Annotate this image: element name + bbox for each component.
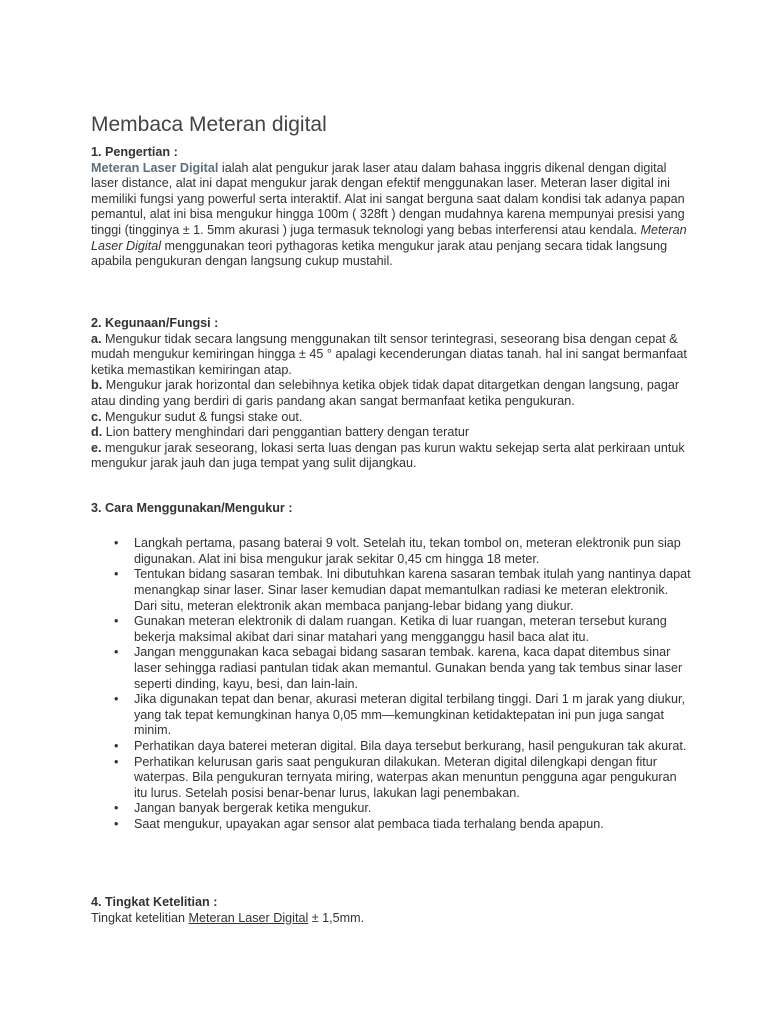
bullet-icon: •: [114, 614, 119, 629]
item-letter: a.: [91, 331, 102, 346]
item-text: Jangan banyak bergerak ketika mengukur.: [134, 801, 372, 816]
item-letter: e.: [91, 440, 102, 455]
item-text: mengukur jarak seseorang, lokasi serta luas dengan pas kurun waktu sekejap serta alat perkiraan untuk mengukur jarak jauh dan juga tempat yang sulit dijangkau.: [91, 440, 685, 471]
paragraph-text: ± 1,5mm.: [308, 910, 365, 925]
list-item: [91, 425, 691, 441]
bullet-icon: •: [114, 816, 119, 831]
list-item: [91, 692, 691, 739]
bullet-icon: •: [114, 738, 119, 753]
list-item: [91, 645, 691, 692]
list-item: [91, 755, 691, 802]
item-text: Langkah pertama, pasang baterai 9 volt. Setelah itu, tekan tombol on, meteran elektronik pun siap digunakan. Alat ini bisa mengukur jarak sekitar 0,45 cm hingga 18 meter.: [134, 536, 681, 566]
section-kegunaan: [91, 316, 691, 472]
item-text: Mengukur jarak horizontal dan selebihnya ketika objek tidak dapat ditargetkan dengan langsung, pagar atau dinding yang berdiri di garis pandang akan sangat bermanfaat ketika pengukuran.: [91, 378, 680, 408]
term-italic: Meteran Laser Digital: [91, 222, 687, 253]
paragraph-text: Tingkat ketelitian: [91, 910, 189, 925]
bullet-icon: •: [114, 692, 119, 707]
list-item: [91, 739, 691, 755]
item-text: Jika digunakan tepat dan benar, akurasi meteran digital terbilang tinggi. Dari 1 m jarak yang diukur, yang tak tepat kemungkinan hanya 0,05 mm—kemungkinan ketidaktepatan ini pun juga sangat minim.: [134, 692, 685, 738]
item-text: Mengukur sudut & fungsi stake out.: [101, 409, 303, 424]
term-link[interactable]: Meteran Laser Digital: [188, 910, 309, 925]
item-text: Mengukur tidak secara langsung menggunakan tilt sensor terintegrasi, seseorang bisa dengan cepat & mudah mengukur kemiringan hingga ± 45 ° apalagi kecenderungan diatas tanah. hal ini sangat bermanfaat ketika memastikan kemiringan atap.: [91, 331, 687, 377]
section-heading: 2. Kegunaan/Fungsi :: [91, 316, 219, 330]
document-title: Membaca Meteran digital: [91, 113, 327, 136]
list-item: [91, 441, 691, 472]
item-letter: b.: [91, 378, 103, 393]
list-item: [91, 410, 691, 426]
item-text: Perhatikan kelurusan garis saat pengukuran dilakukan. Meteran digital dilengkapi dengan fitur waterpas. Bila pengukuran ternyata miring, waterpas akan menuntun pengguna agar pengukuran itu lurus. Setelah posisi benar-benar lurus, lakukan lagi penembakan.: [134, 754, 677, 800]
list-item: [91, 817, 691, 833]
list-item: [91, 378, 691, 409]
list-item: [91, 567, 691, 614]
bullet-icon: •: [114, 645, 119, 660]
section-paragraph: [91, 911, 691, 927]
paragraph-text: menggunakan teori pythagoras ketika mengukur jarak atau penjang secara tidak langsung apabila pengukuran dengan langsung cukup mustahil.: [91, 238, 668, 269]
item-text: Tentukan bidang sasaran tembak. Ini dibutuhkan karena sasaran tembak itulah yang nantinya dapat menangkap sinar laser. Sinar laser kemudian dapat memantulkan radiasi ke meteran elektronik. Dari situ, meteran elektronik akan membaca panjang-lebar bidang yang diukur.: [134, 567, 691, 613]
list-item: [91, 332, 691, 379]
paragraph-text: ialah alat pengukur jarak laser atau dalam bahasa inggris dikenal dengan digital laser distance, alat ini dapat mengukur jarak dengan efektif menggunakan laser. Meteran laser digital ini memiliki fungsi yang powerful serta interaktif. Alat ini sangat berguna saat dalam kondisi tak adanya papan pemantul, alat ini bisa mengukur hingga 100m ( 328ft ) dengan mudahnya karena mempunyai presisi yang tinggi (tingginya ± 1. 5mm akurasi ) juga termasuk teknologi yang bebas interferensi atau kendala.: [91, 160, 685, 237]
bullet-icon: •: [114, 536, 119, 551]
list-item: [91, 614, 691, 645]
bullet-list: [91, 536, 691, 832]
item-text: Jangan menggunakan kaca sebagai bidang sasaran tembak. karena, kaca dapat ditembus sinar laser sehingga radiasi pantulan tidak akan memantul. Gunakan benda yang tak tembus sinar laser seperti dinding, kayu, besi, dan lain-lain.: [134, 645, 683, 691]
item-text: Lion battery menghindari dari penggantian battery dengan teratur: [102, 425, 470, 440]
item-letter: c.: [91, 409, 102, 424]
spacer: [91, 517, 691, 533]
item-text: Saat mengukur, upayakan agar sensor alat pembaca tiada terhalang benda apapun.: [134, 816, 604, 831]
term-highlight: Meteran Laser Digital: [91, 160, 219, 175]
section-paragraph: [91, 161, 691, 270]
bullet-icon: •: [114, 754, 119, 769]
section-heading: 1. Pengertian :: [91, 145, 178, 159]
item-letter: d.: [91, 425, 103, 440]
section-heading: 3. Cara Menggunakan/Mengukur :: [91, 501, 293, 515]
bullet-icon: •: [114, 801, 119, 816]
section-cara-menggunakan: [91, 501, 691, 832]
section-tingkat-ketelitian: [91, 895, 691, 926]
item-text: Perhatikan daya baterei meteran digital. Bila daya tersebut berkurang, hasil pengukuran tak akurat.: [134, 738, 687, 753]
section-heading: 4. Tingkat Ketelitian :: [91, 895, 218, 909]
list-item: [91, 536, 691, 567]
section-pengertian: [91, 145, 691, 270]
list-item: [91, 801, 691, 817]
item-text: Gunakan meteran elektronik di dalam ruangan. Ketika di luar ruangan, meteran tersebut kurang bekerja maksimal akibat dari sinar matahari yang mengganggu hasil baca alat itu.: [134, 614, 667, 644]
bullet-icon: •: [114, 567, 119, 582]
